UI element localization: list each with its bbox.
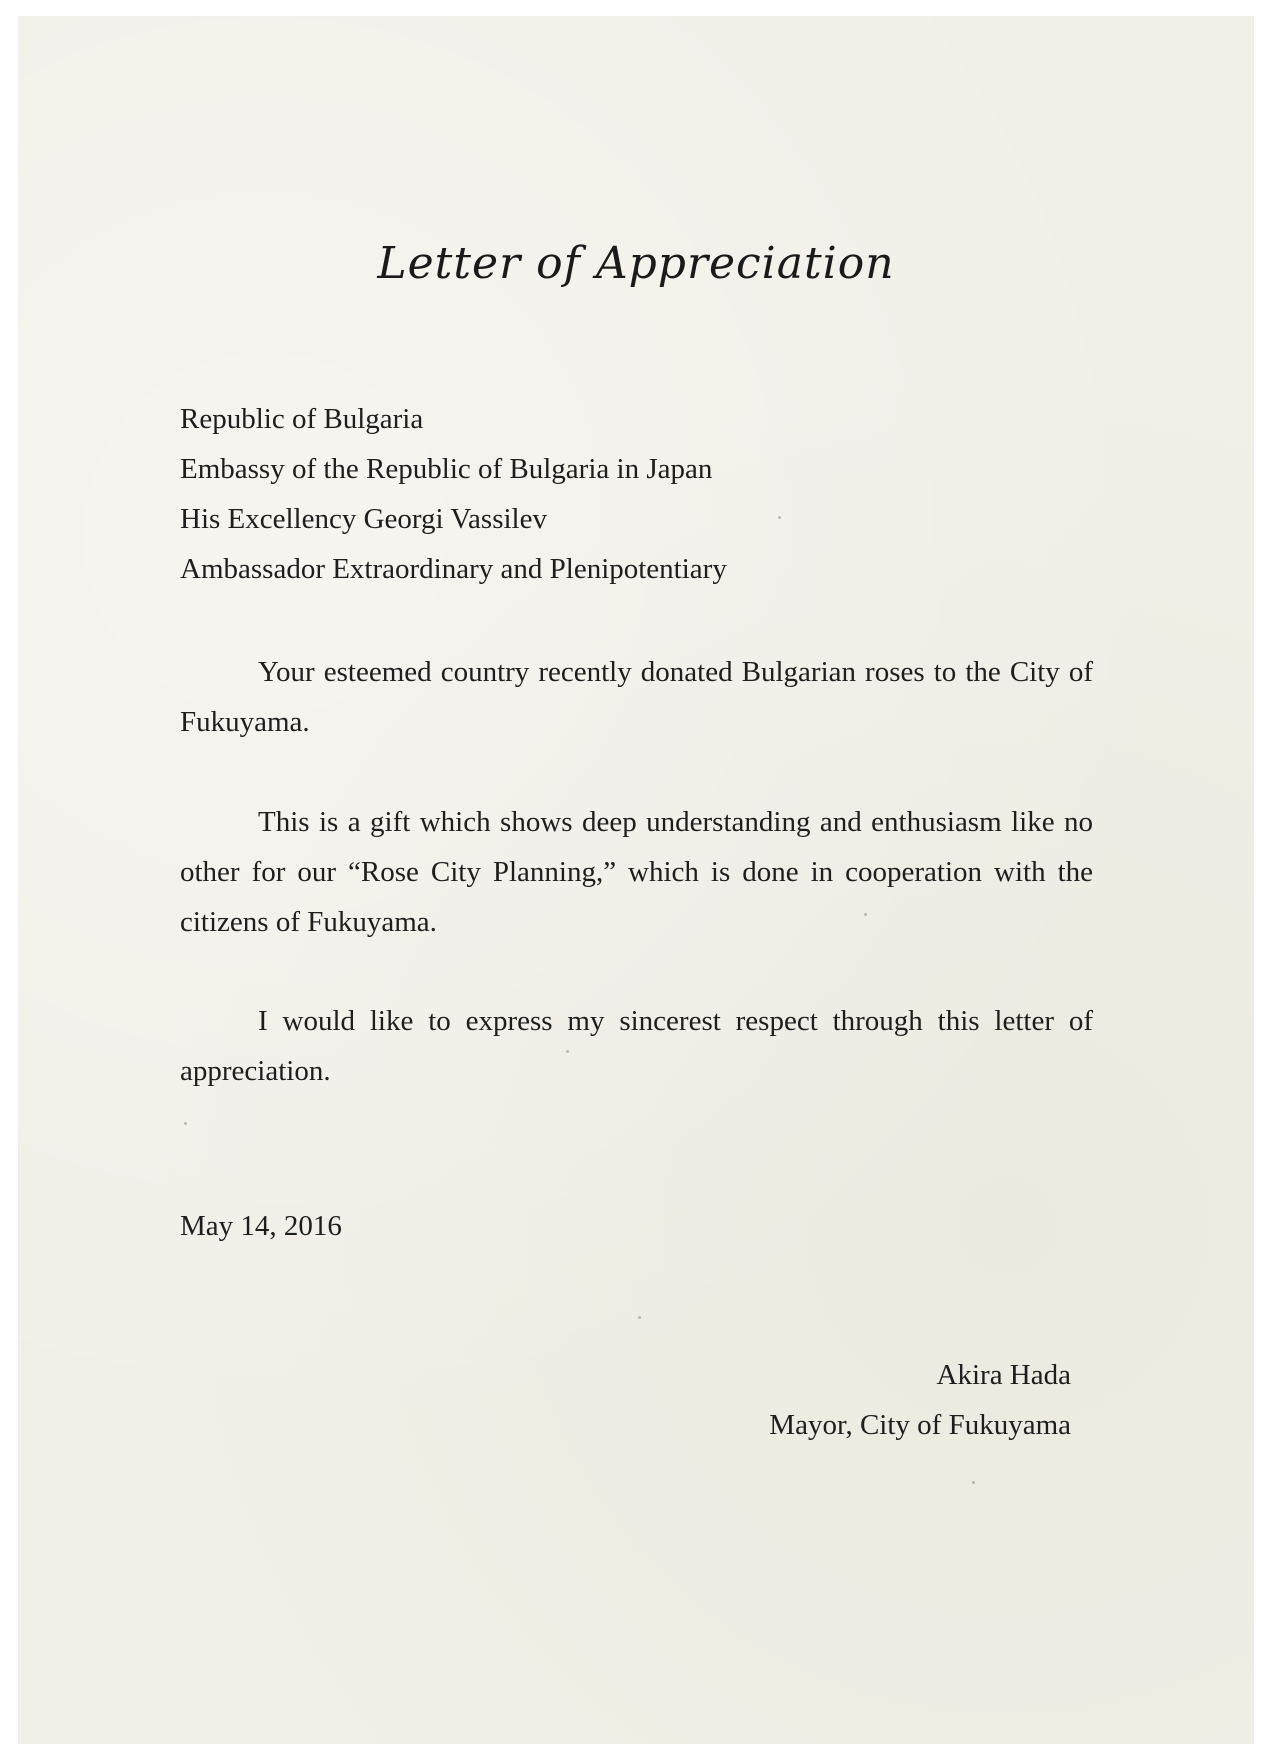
letter-date: May 14, 2016 — [180, 1210, 342, 1242]
recipient-line: Embassy of the Republic of Bulgaria in Japan — [180, 453, 713, 485]
recipient-line: Ambassador Extraordinary and Plenipotentiary — [180, 553, 727, 585]
paper-speck — [972, 1481, 975, 1484]
body-paragraph-2: This is a gift which shows deep understanding and enthusiasm like no other for our “Rose City Planning,” which is done in cooperation with the citizens of Fukuyama. — [180, 806, 1093, 938]
letter-page — [18, 16, 1254, 1744]
paper-speck — [864, 913, 867, 916]
signatory-title: Mayor, City of Fukuyama — [769, 1409, 1071, 1441]
paper-speck — [184, 1122, 187, 1125]
paper-speck — [778, 516, 781, 519]
body-paragraph-3: I would like to express my sincerest respect through this letter of appreciation. — [180, 1005, 1093, 1087]
recipient-address-block — [180, 394, 1080, 594]
signature-block — [769, 1350, 1071, 1450]
recipient-line: Republic of Bulgaria — [180, 403, 424, 435]
recipient-line: His Excellency Georgi Vassilev — [180, 503, 547, 535]
letter-title: Letter of Appreciation — [377, 238, 895, 289]
paper-speck — [566, 1050, 569, 1053]
paper-speck — [638, 1316, 641, 1319]
body-paragraph-1: Your esteemed country recently donated Bulgarian roses to the City of Fukuyama. — [180, 656, 1093, 738]
signatory-name: Akira Hada — [936, 1359, 1071, 1391]
